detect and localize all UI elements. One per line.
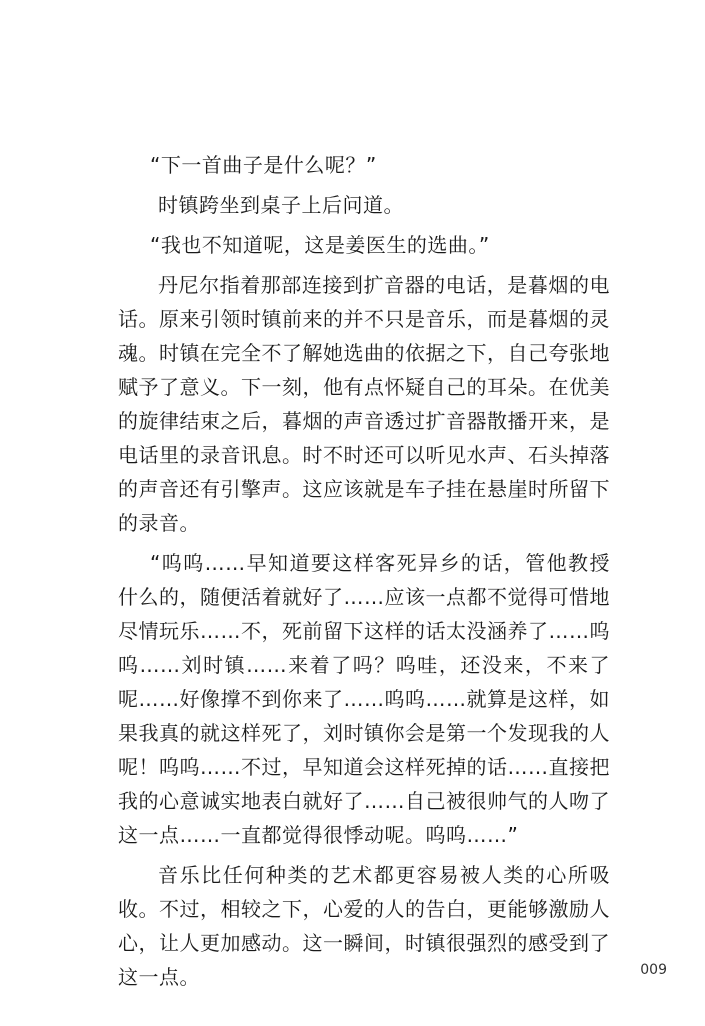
paragraph-dialogue-question: “下一首曲子是什么呢？” [150,153,377,177]
paragraph-phone-recording: 丹尼尔指着那部连接到扩音器的电话，是暮烟的电话。原来引领时镇前来的并不只是音乐，而是暮烟的灵魂。时镇在完全不了解她选曲的依据之下，自己夸张地赋予了意义。下一刻，他有点怀疑自己的耳朵。在优美的旋律结束之后，暮烟的声音透过扩音器散播开来，是电话里的录音讯息。时不时还可以听见水声、石头掉落的声音还有引擎声。这应该就是车子挂在悬崖时所留下的录音。 [118,273,610,535]
paragraph-conclusion: 音乐比任何种类的艺术都更容易被人类的心所吸收。不过，相较之下，心爱的人的告白，更能够激励人心，让人更加感动。这一瞬间，时镇很强烈的感受到了这一点。 [118,863,610,989]
paragraph-narration-asked: 时镇跨坐到桌子上后问道。 [158,193,404,217]
paragraph-dialogue-answer: “我也不知道呢，这是姜医生的选曲。” [150,233,490,257]
body-text [118,148,610,1000]
paragraph-voice-message: “呜呜……早知道要这样客死异乡的话，管他教授什么的，随便活着就好了……应该一点都不觉得可惜地尽情玩乐……不，死前留下这样的话太没涵养了……呜呜……刘时镇……来着了吗？呜哇，还没来，不来了呢……好像撑不到你来了……呜呜……就算是这样，如果我真的就这样死了，刘时镇你会是第一个发现我的人呢！呜呜……不过，早知道会这样死掉的话……直接把我的心意诚实地表白就好了……自己被很帅气的人吻了这一点……一直都觉得很悸动呢。呜呜……” [118,551,610,847]
page-number: 009 [640,962,667,978]
